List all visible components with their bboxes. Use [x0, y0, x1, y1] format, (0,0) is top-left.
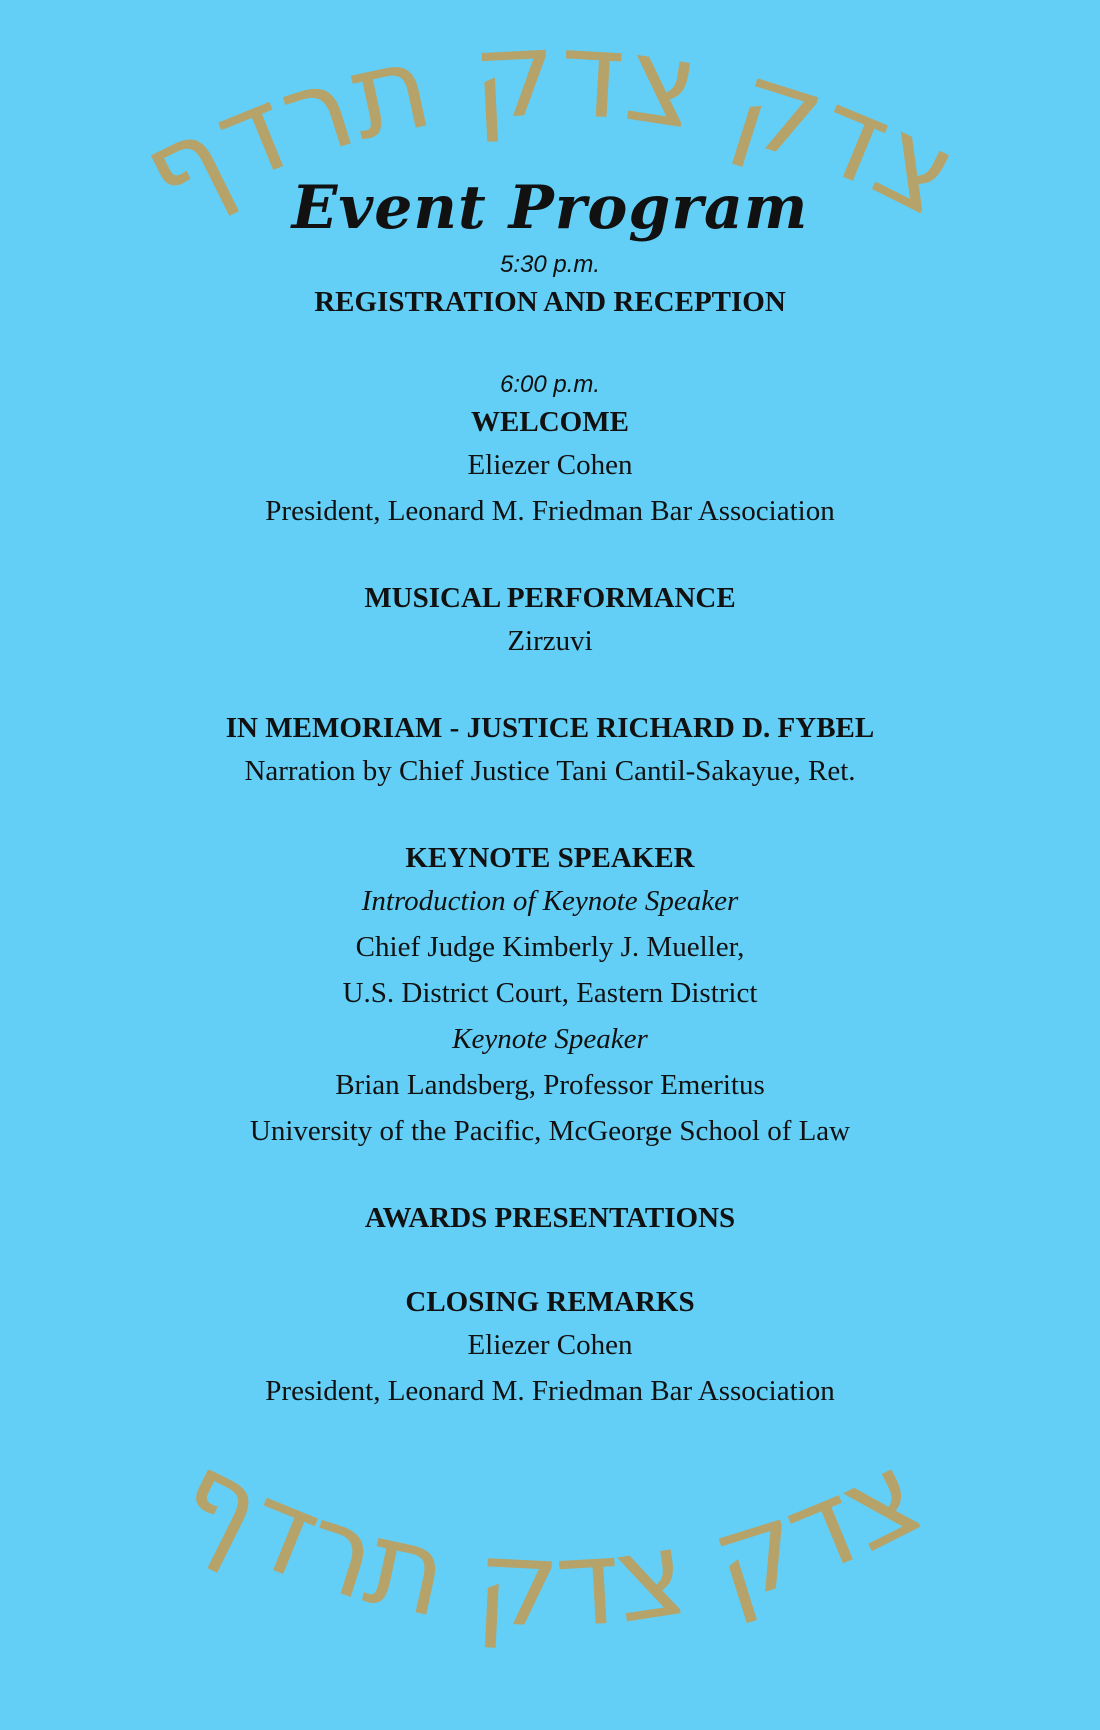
musical-performer: Zirzuvi	[507, 625, 593, 657]
memoriam-narration: Narration by Chief Justice Tani Cantil-Sakayue, Ret.	[244, 755, 856, 787]
closing-name: Eliezer Cohen	[467, 1329, 633, 1361]
page-title: Event Program	[291, 173, 809, 243]
welcome-name: Eliezer Cohen	[467, 449, 633, 481]
motto-arc-bottom	[0, 1470, 1100, 1730]
motto-bottom: צדק צדק תרדף	[157, 1470, 943, 1655]
keynote-intro-name: Chief Judge Kimberly J. Mueller,	[355, 931, 745, 963]
keynote-intro-court: U.S. District Court, Eastern District	[342, 977, 758, 1009]
welcome-heading: WELCOME	[471, 406, 629, 438]
registration-time: 5:30 p.m.	[499, 251, 601, 278]
registration-heading: REGISTRATION AND RECEPTION	[314, 286, 786, 318]
musical-heading: MUSICAL PERFORMANCE	[364, 582, 736, 614]
welcome-time: 6:00 p.m.	[499, 371, 601, 398]
closing-heading: CLOSING REMARKS	[405, 1286, 695, 1318]
awards-heading: AWARDS PRESENTATIONS	[364, 1202, 736, 1234]
memoriam-heading: IN MEMORIAM - JUSTICE RICHARD D. FYBEL	[225, 712, 875, 744]
closing-role: President, Leonard M. Friedman Bar Association	[265, 1375, 835, 1407]
motto-top: צדק צדק תרדף	[121, 20, 980, 244]
keynote-speaker-label: Keynote Speaker	[452, 1023, 648, 1055]
keynote-speaker-name: Brian Landsberg, Professor Emeritus	[335, 1069, 765, 1101]
keynote-intro-label: Introduction of Keynote Speaker	[361, 885, 739, 917]
program-body	[0, 168, 1100, 1414]
keynote-heading: KEYNOTE SPEAKER	[405, 842, 695, 874]
welcome-role: President, Leonard M. Friedman Bar Association	[265, 495, 835, 527]
keynote-speaker-school: University of the Pacific, McGeorge School of Law	[249, 1115, 851, 1147]
